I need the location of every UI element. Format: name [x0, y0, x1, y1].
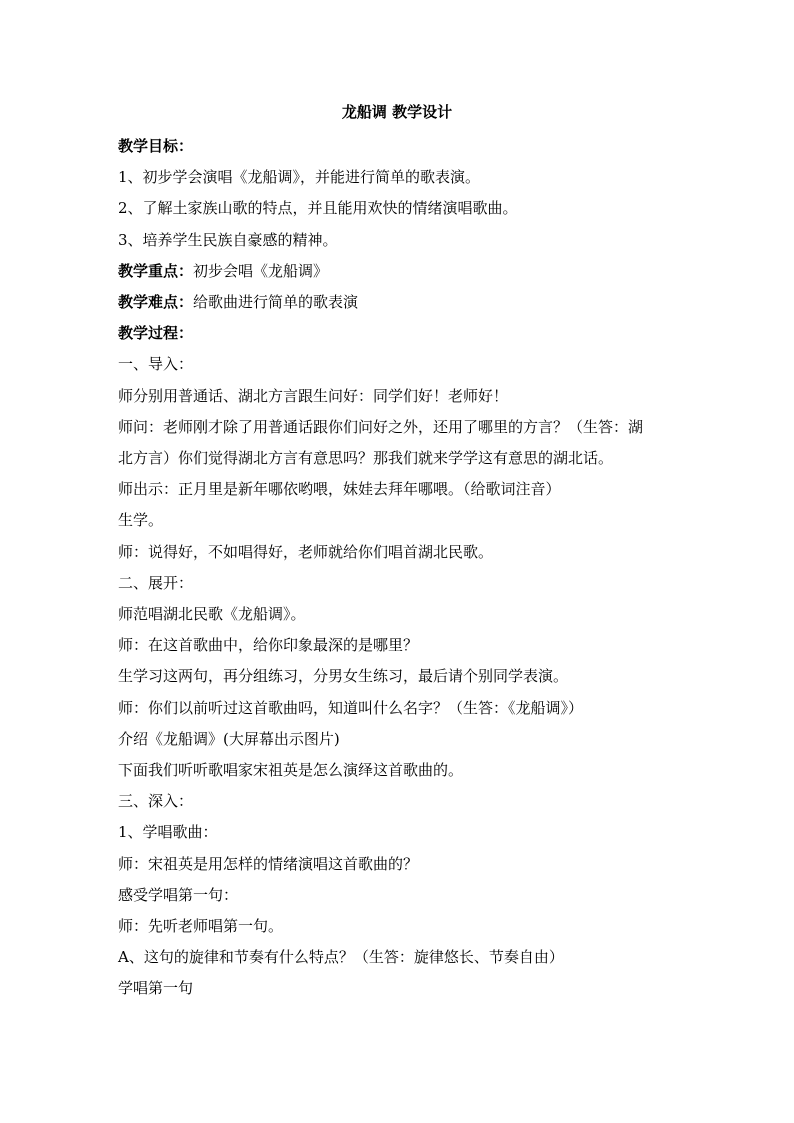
process-line: 感受学唱第一句：: [118, 885, 239, 904]
process-line: 师：你们以前听过这首歌曲吗，知道叫什么名字？（生答：《龙船调》）: [118, 698, 584, 717]
document-title: 龙船调 教学设计: [341, 103, 453, 121]
process-line: 师：先听老师唱第一句。: [118, 917, 284, 936]
goal-item: 1、初步学会演唱《龙船调》，并能进行简单的歌表演。: [118, 168, 481, 187]
process-line: 师出示：正月里是新年哪依哟喂，妹娃去拜年哪喂。（给歌词注音）: [118, 480, 561, 499]
process-line: 师：在这首歌曲中，给你印象最深的是哪里？: [118, 636, 419, 655]
process-line: 师：宋祖英是用怎样的情绪演唱这首歌曲的？: [118, 854, 419, 873]
difficulty-label: 教学难点：: [118, 293, 194, 312]
difficulty-paragraph: [118, 287, 688, 318]
goals-heading: 教学目标：: [118, 137, 194, 155]
process-line: 北方言）你们觉得湖北方言有意思吗？那我们就来学学这有意思的湖北话。: [118, 449, 614, 468]
process-line: 下面我们听听歌唱家宋祖英是怎么演绎这首歌曲的。: [118, 761, 464, 780]
process-line: 师问：老师刚才除了用普通话跟你们问好之外，还用了哪里的方言？（生答：湖: [118, 417, 644, 436]
document-body: [118, 131, 688, 1005]
process-line: A、这句的旋律和节奏有什么特点？（生答：旋律悠长、节奏自由）: [118, 948, 564, 967]
goal-item: 3、培养学生民族自豪感的精神。: [118, 230, 338, 249]
key-point-text: 初步会唱《龙船调》: [193, 261, 329, 280]
difficulty-text: 给歌曲进行简单的歌表演: [193, 293, 359, 312]
key-point-paragraph: [118, 256, 688, 287]
goal-item: 2、了解土家族山歌的特点，并且能用欢快的情绪演唱歌曲。: [118, 199, 518, 218]
process-line: 师范唱湖北民歌《龙船调》。: [118, 605, 306, 624]
process-line: 三、深入：: [118, 792, 194, 811]
process-line: 介绍《龙船调》(大屏幕出示图片): [118, 729, 340, 748]
process-line: 师分别用普通话、湖北方言跟生问好：同学们好！老师好！: [118, 386, 509, 405]
key-point-label: 教学重点：: [118, 261, 194, 280]
process-heading: 教学过程：: [118, 324, 194, 343]
process-line: 二、展开：: [118, 573, 194, 592]
process-line: 学唱第一句: [118, 979, 194, 998]
process-line: 1、学唱歌曲：: [118, 823, 218, 842]
process-line: 师：说得好，不如唱得好，老师就给你们唱首湖北民歌。: [118, 542, 494, 561]
process-line: 生学习这两句，再分组练习，分男女生练习，最后请个别同学表演。: [118, 667, 569, 686]
process-line: 生学。: [118, 511, 164, 530]
process-line: 一、导入：: [118, 355, 194, 374]
